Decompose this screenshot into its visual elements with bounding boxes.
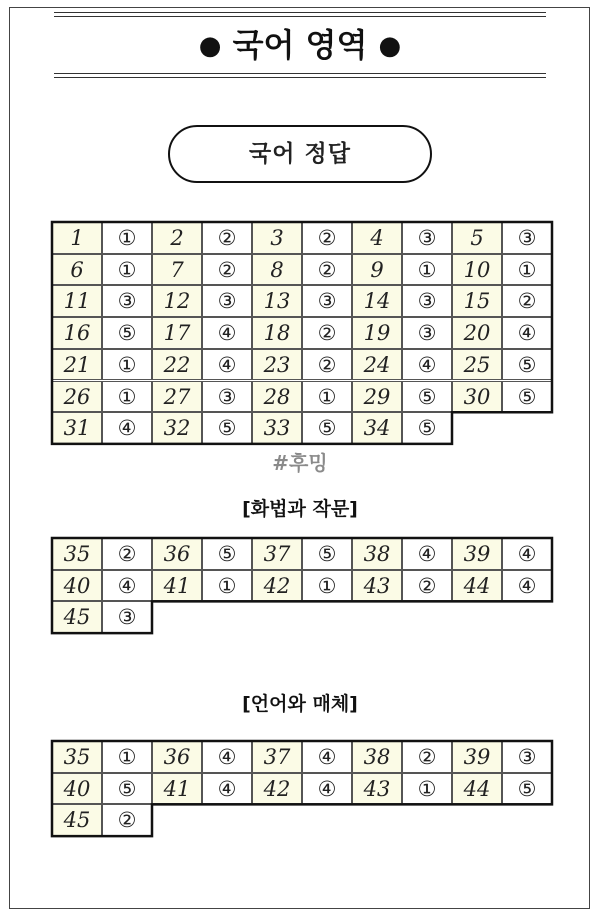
heading-title: 국어 영역 xyxy=(232,26,368,64)
top-rule xyxy=(54,12,546,13)
question-number: 29 xyxy=(352,381,402,413)
answer-choice: ⑤ xyxy=(502,381,552,413)
answer-choice: ② xyxy=(302,317,352,349)
answer-choice: ④ xyxy=(202,741,252,773)
question-number: 36 xyxy=(152,741,202,773)
question-number: 39 xyxy=(452,741,502,773)
answer-choice: ① xyxy=(102,349,152,381)
answer-choice: ① xyxy=(102,254,152,286)
question-number: 24 xyxy=(352,349,402,381)
answer-choice: ① xyxy=(302,381,352,413)
section-title-hwajak: [화법과 작문] xyxy=(242,498,358,520)
answer-choice: ① xyxy=(402,254,452,286)
answer-choice: ② xyxy=(502,285,552,317)
question-number: 35 xyxy=(52,538,102,570)
question-number: 28 xyxy=(252,381,302,413)
question-number: 40 xyxy=(52,570,102,602)
answer-choice: ⑤ xyxy=(302,412,352,444)
answer-choice: ③ xyxy=(102,601,152,633)
heading-rule-inner xyxy=(54,77,546,78)
answer-choice: ③ xyxy=(202,285,252,317)
question-number: 40 xyxy=(52,773,102,805)
answer-choice: ④ xyxy=(402,349,452,381)
answer-choice: ④ xyxy=(502,317,552,349)
answer-title-badge: 국어 정답 xyxy=(168,125,432,183)
question-number: 3 xyxy=(252,222,302,254)
question-number: 42 xyxy=(252,773,302,805)
answer-choice: ④ xyxy=(302,773,352,805)
answer-choice: ① xyxy=(402,773,452,805)
question-number: 36 xyxy=(152,538,202,570)
answer-choice: ② xyxy=(302,349,352,381)
question-number: 2 xyxy=(152,222,202,254)
answer-choice: ④ xyxy=(302,741,352,773)
question-number: 10 xyxy=(452,254,502,286)
answer-choice: ⑤ xyxy=(202,538,252,570)
answer-choice: ① xyxy=(102,741,152,773)
answer-choice: ③ xyxy=(102,285,152,317)
question-number: 33 xyxy=(252,412,302,444)
question-number: 45 xyxy=(52,601,102,633)
answer-choice: ④ xyxy=(202,317,252,349)
answer-choice: ④ xyxy=(502,570,552,602)
question-number: 32 xyxy=(152,412,202,444)
question-number: 6 xyxy=(52,254,102,286)
answer-choice: ② xyxy=(302,254,352,286)
question-number: 25 xyxy=(452,349,502,381)
question-number: 14 xyxy=(352,285,402,317)
question-number: 31 xyxy=(52,412,102,444)
answer-choice: ③ xyxy=(402,285,452,317)
answer-choice: ① xyxy=(502,254,552,286)
answer-choice: ① xyxy=(202,570,252,602)
answer-choice: ④ xyxy=(202,349,252,381)
question-number: 34 xyxy=(352,412,402,444)
question-number: 38 xyxy=(352,741,402,773)
bullet-dot-left: ● xyxy=(198,31,222,61)
answer-choice: ⑤ xyxy=(102,773,152,805)
question-number: 19 xyxy=(352,317,402,349)
answer-choice: ⑤ xyxy=(402,381,452,413)
question-number: 37 xyxy=(252,741,302,773)
question-number: 41 xyxy=(152,570,202,602)
answer-choice: ② xyxy=(302,222,352,254)
question-number: 18 xyxy=(252,317,302,349)
question-number: 35 xyxy=(52,741,102,773)
question-number: 4 xyxy=(352,222,402,254)
answer-choice: ③ xyxy=(402,317,452,349)
question-number: 20 xyxy=(452,317,502,349)
answer-choice: ② xyxy=(102,538,152,570)
answer-choice: ② xyxy=(202,254,252,286)
watermark: #후밍 xyxy=(272,451,328,475)
question-number: 8 xyxy=(252,254,302,286)
bullet-dot-right: ● xyxy=(378,31,402,61)
answer-choice: ② xyxy=(402,570,452,602)
answer-choice: ⑤ xyxy=(202,412,252,444)
question-number: 44 xyxy=(452,570,502,602)
question-number: 23 xyxy=(252,349,302,381)
answer-choice: ① xyxy=(102,381,152,413)
question-number: 15 xyxy=(452,285,502,317)
question-number: 41 xyxy=(152,773,202,805)
question-number: 7 xyxy=(152,254,202,286)
answer-choice: ④ xyxy=(502,538,552,570)
page-heading xyxy=(0,23,600,67)
question-number: 44 xyxy=(452,773,502,805)
question-number: 17 xyxy=(152,317,202,349)
question-number: 13 xyxy=(252,285,302,317)
answer-choice: ⑤ xyxy=(402,412,452,444)
question-number: 43 xyxy=(352,773,402,805)
question-number: 38 xyxy=(352,538,402,570)
question-number: 16 xyxy=(52,317,102,349)
question-number: 1 xyxy=(52,222,102,254)
question-number: 45 xyxy=(52,804,102,836)
heading-rule xyxy=(54,73,546,74)
answer-choice: ⑤ xyxy=(502,773,552,805)
answer-choice: ③ xyxy=(202,381,252,413)
question-number: 9 xyxy=(352,254,402,286)
answer-choice: ② xyxy=(202,222,252,254)
answer-choice: ③ xyxy=(402,222,452,254)
answer-choice: ③ xyxy=(502,222,552,254)
answer-choice: ④ xyxy=(402,538,452,570)
question-number: 27 xyxy=(152,381,202,413)
answer-choice: ② xyxy=(402,741,452,773)
answer-choice: ④ xyxy=(202,773,252,805)
answer-choice: ③ xyxy=(502,741,552,773)
question-number: 30 xyxy=(452,381,502,413)
question-number: 5 xyxy=(452,222,502,254)
answer-choice: ③ xyxy=(302,285,352,317)
answer-choice: ④ xyxy=(102,412,152,444)
top-rule-inner xyxy=(54,16,546,17)
answer-choice: ② xyxy=(102,804,152,836)
answer-choice: ① xyxy=(102,222,152,254)
answer-choice: ⑤ xyxy=(102,317,152,349)
section-title-eonmae: [언어와 매체] xyxy=(242,693,358,715)
question-number: 12 xyxy=(152,285,202,317)
question-number: 37 xyxy=(252,538,302,570)
question-number: 39 xyxy=(452,538,502,570)
question-number: 26 xyxy=(52,381,102,413)
answer-choice: ⑤ xyxy=(502,349,552,381)
answer-choice: ④ xyxy=(102,570,152,602)
question-number: 11 xyxy=(52,285,102,317)
question-number: 43 xyxy=(352,570,402,602)
question-number: 21 xyxy=(52,349,102,381)
answer-choice: ⑤ xyxy=(302,538,352,570)
question-number: 22 xyxy=(152,349,202,381)
answer-choice: ① xyxy=(302,570,352,602)
question-number: 42 xyxy=(252,570,302,602)
